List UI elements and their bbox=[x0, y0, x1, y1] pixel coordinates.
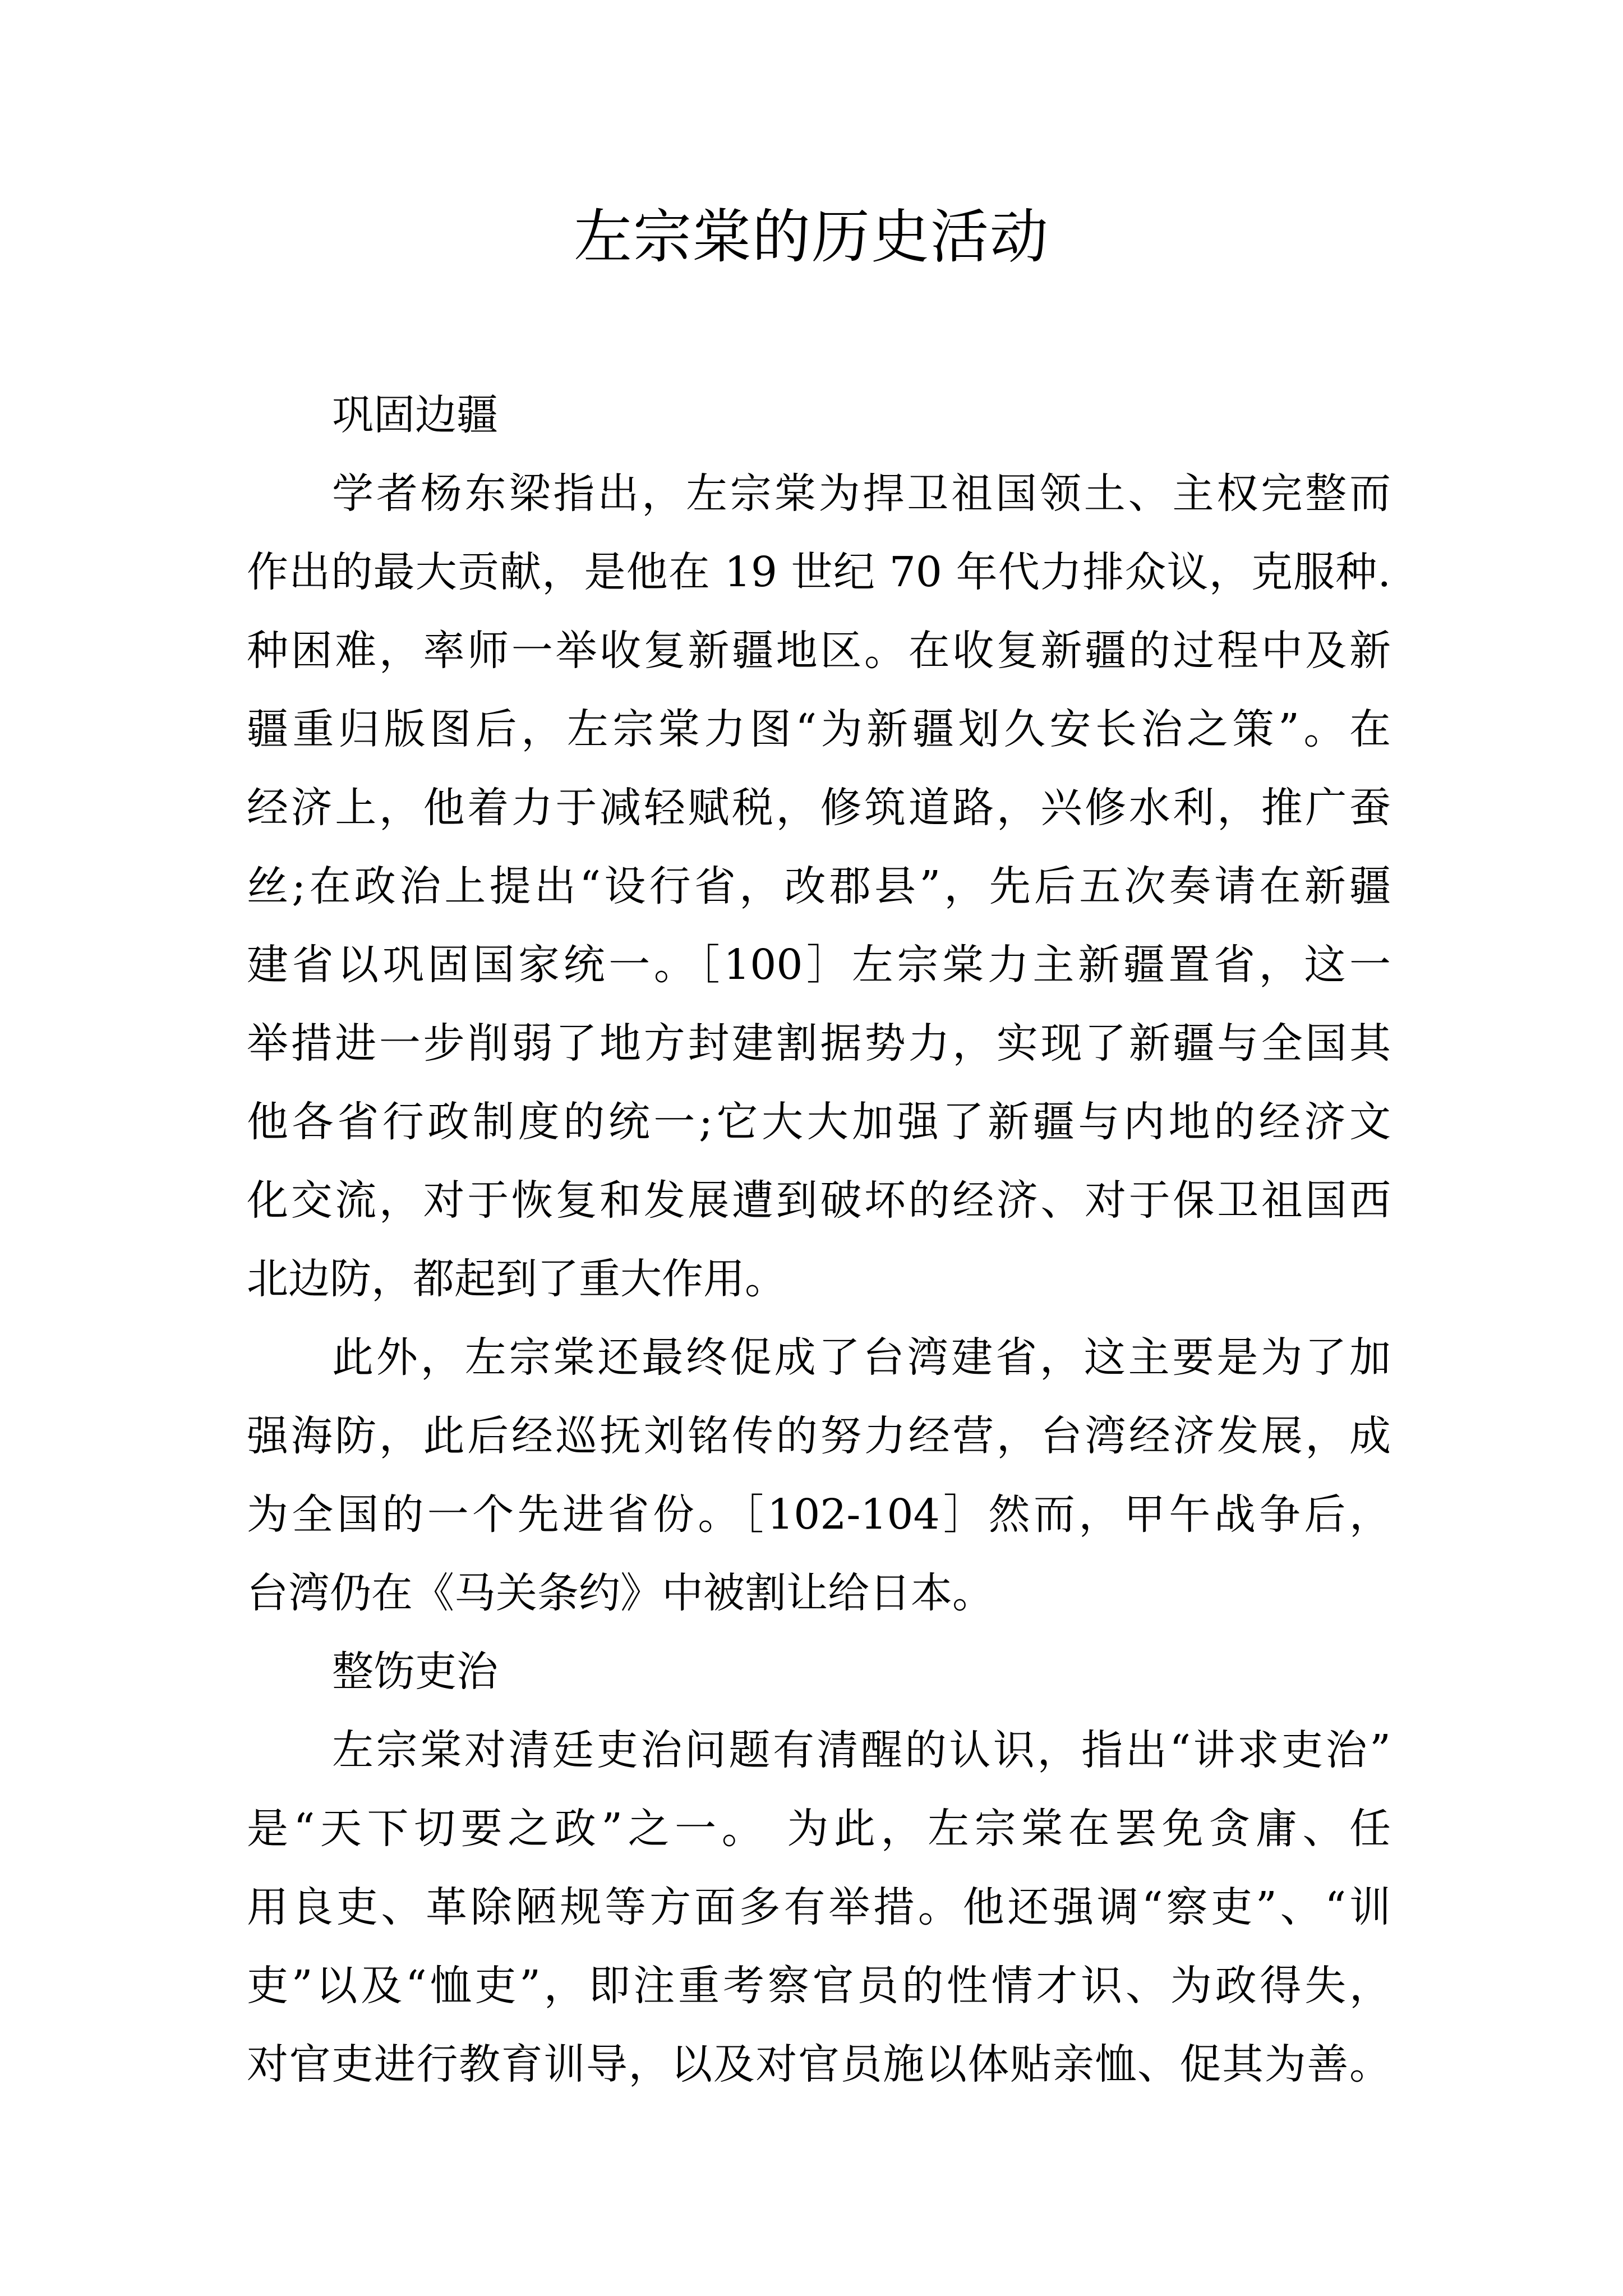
document-title: 左宗棠的历史活动 bbox=[573, 203, 1049, 271]
section-heading-border-consolidation: 巩固边疆 bbox=[332, 391, 498, 439]
paragraph-line: 此外，左宗棠还最终促成了台湾建省，这主要是为了加 bbox=[332, 1333, 1391, 1382]
paragraph-line: 是“天下切要之政”之一。 为此，左宗棠在罢免贪庸、任 bbox=[247, 1805, 1391, 1853]
document-body bbox=[247, 376, 1391, 2104]
paragraph-line: 疆重归版图后，左宗棠力图“为新疆划久安长治之策”。在 bbox=[247, 705, 1391, 753]
paragraph-line: 经济上，他着力于减轻赋税，修筑道路，兴修水利，推广蚕 bbox=[247, 784, 1391, 832]
paragraph-line: 种困难，率师一举收复新疆地区。在收复新疆的过程中及新 bbox=[247, 627, 1391, 675]
paragraph-line: 吏”以及“恤吏”，即注重考察官员的性情才识、为政得失， bbox=[247, 1962, 1391, 2010]
paragraph-line: 学者杨东梁指出，左宗棠为捍卫祖国领土、主权完整而 bbox=[332, 470, 1391, 518]
paragraph-line: 用良吏、革除陋规等方面多有举措。他还强调“察吏”、“训 bbox=[247, 1883, 1391, 1931]
paragraph-line: 北边防，都起到了重大作用。 bbox=[247, 1255, 786, 1303]
paragraph-line: 建省以巩固国家统一。［100］左宗棠力主新疆置省，这一 bbox=[247, 941, 1391, 989]
paragraph-line: 他各省行政制度的统一;它大大加强了新疆与内地的经济文 bbox=[247, 1098, 1391, 1146]
paragraph-line: 作出的最大贡献，是他在 19 世纪 70 年代力排众议，克服种. bbox=[247, 548, 1391, 596]
section-heading-official-governance: 整饬吏治 bbox=[332, 1648, 498, 1696]
paragraph-line: 化交流，对于恢复和发展遭到破坏的经济、对于保卫祖国西 bbox=[247, 1176, 1391, 1225]
paragraph-line: 左宗棠对清廷吏治问题有清醒的认识，指出“讲求吏治” bbox=[332, 1726, 1391, 1774]
paragraph-line: 强海防，此后经巡抚刘铭传的努力经营，台湾经济发展，成 bbox=[247, 1412, 1391, 1460]
paragraph-line: 对官吏进行教育训导，以及对官员施以体贴亲恤、促其为善。 bbox=[247, 2040, 1391, 2088]
paragraph-line: 为全国的一个先进省份。［102-104］然而，甲午战争后， bbox=[247, 1490, 1391, 1539]
paragraph-line: 举措进一步削弱了地方封建割据势力，实现了新疆与全国其 bbox=[247, 1019, 1391, 1068]
paragraph-line: 丝;在政治上提出“设行省，改郡县”，先后五次奏请在新疆 bbox=[247, 862, 1391, 910]
paragraph-line: 台湾仍在《马关条约》中被割让给日本。 bbox=[247, 1569, 994, 1617]
